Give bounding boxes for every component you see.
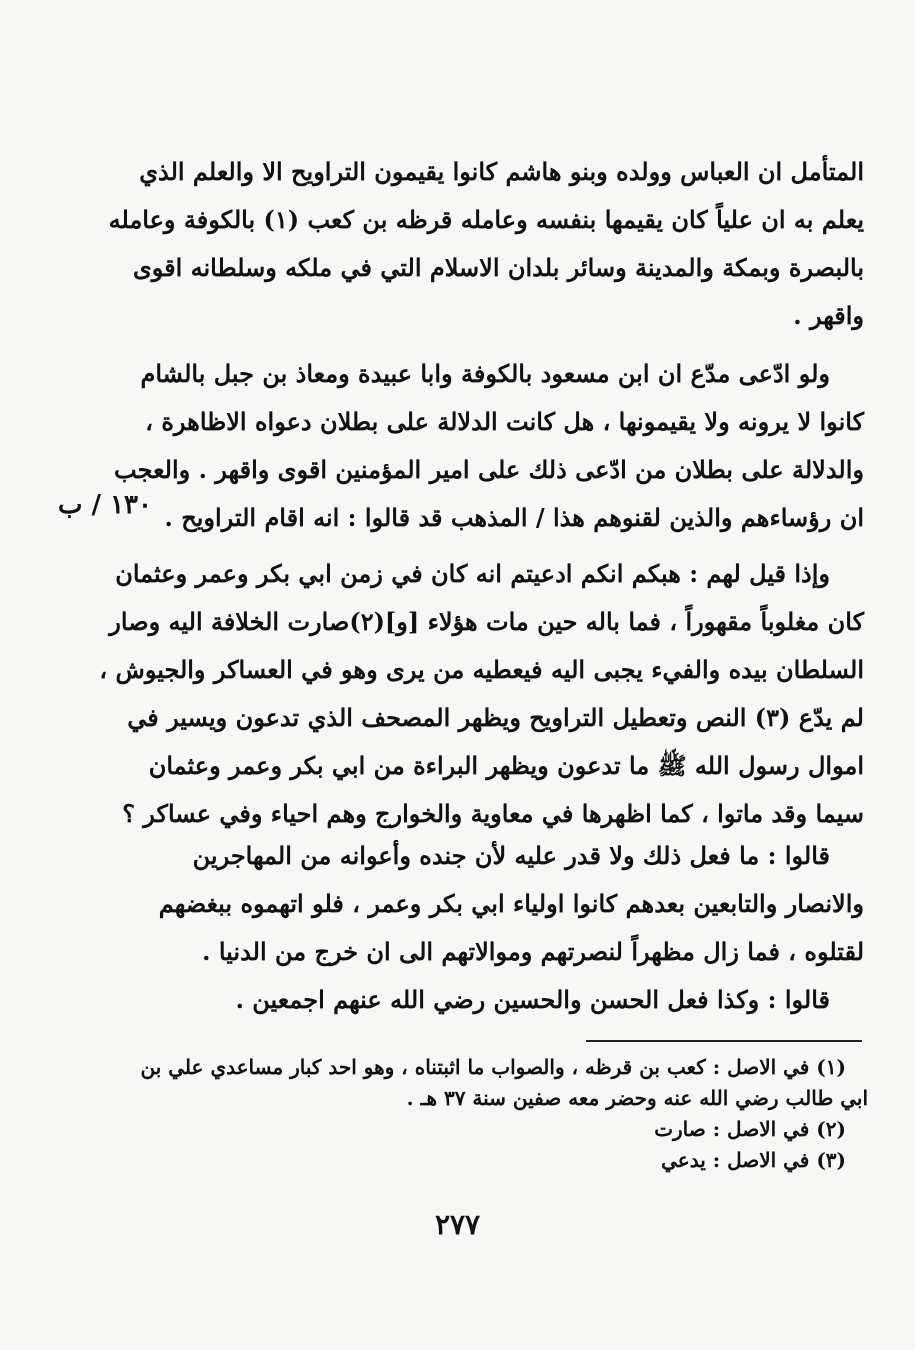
footnotes: [140, 1052, 868, 1176]
text-line: قالوا : ما فعل ذلك ولا قدر عليه لأن جنده وأعوانه من المهاجرين: [192, 841, 830, 870]
footnote-separator: [586, 1040, 862, 1042]
paragraph-1: [108, 148, 864, 340]
page-number: ٢٧٧: [434, 1208, 481, 1241]
paragraph-2: [114, 350, 864, 542]
text-line: قالوا : وكذا فعل الحسن والحسين رضي الله عنهم اجمعين .: [235, 985, 830, 1014]
text-line: لم يدّع (٣) النص وتعطيل التراويح ويظهر المصحف الذي تدعون ويسير في: [127, 703, 864, 732]
text-line: واقهر .: [793, 301, 864, 330]
text-line: السلطان بيده والفيء يجبى اليه فيعطيه من يرى وهو في العساكر والجيوش ،: [99, 655, 864, 684]
text-line: لقتلوه ، فما زال مظهراً لنصرتهم وموالاتهم الى ان خرج من الدنيا .: [202, 937, 864, 966]
text-line: يعلم به ان علياً كان يقيمها بنفسه وعامله قرظه بن كعب (١) بالكوفة وعامله: [108, 205, 864, 234]
footnote-line: ابي طالب رضي الله عنه وحضر معه صفين سنة ٣٧ هـ .: [406, 1086, 868, 1110]
margin-folio-note: ١٣٠ / ب: [58, 490, 152, 520]
text-line: سيما وقد ماتوا ، كما اظهرها في معاوية والخوارج وهم احياء وفي عساكر ؟: [122, 799, 864, 828]
text-line: والانصار والتابعين بعدهم كانوا اولياء ابي بكر وعمر ، فلو اتهموه ببغضهم: [158, 889, 864, 918]
paragraph-4: [158, 832, 864, 1024]
text-line: بالبصرة وبمكة والمدينة وسائر بلدان الاسلام التي في ملكه وسلطانه اقوى: [132, 253, 864, 282]
text-line: اموال رسول الله ﷺ ما تدعون ويظهر البراءة من ابي بكر وعمر وعثمان: [148, 751, 864, 780]
paragraph-3: [99, 550, 864, 838]
footnote-line: (٣) في الاصل : يدعي: [661, 1148, 846, 1172]
text-line: ان رؤساءهم والذين لقنوهم هذا / المذهب قد قالوا : انه اقام التراويح .: [164, 503, 864, 532]
footnote-line: (١) في الاصل : كعب بن قرظه ، والصواب ما اثبتناه ، وهو احد كبار مساعدي علي بن: [140, 1055, 846, 1079]
footnote-line: (٢) في الاصل : صارت: [654, 1117, 846, 1141]
text-line: والدلالة على بطلان من ادّعى ذلك على امير المؤمنين اقوى واقهر . والعجب: [114, 455, 864, 484]
text-line: المتأمل ان العباس وولده وبنو هاشم كانوا يقيمون التراويح الا والعلم الذي: [139, 157, 864, 186]
text-line: كان مغلوباً مقهوراً ، فما باله حين مات هؤلاء [و](٢)صارت الخلافة اليه وصار: [109, 607, 864, 636]
text-line: وإذا قيل لهم : هبكم انكم ادعيتم انه كان في زمن ابي بكر وعمر وعثمان: [115, 559, 830, 588]
text-line: ولو ادّعى مدّع ان ابن مسعود بالكوفة وابا عبيدة ومعاذ بن جبل بالشام: [140, 359, 830, 388]
text-line: كانوا لا يرونه ولا يقيمونها ، هل كانت الدلالة على بطلان دعواه الاظاهرة ،: [145, 407, 864, 436]
